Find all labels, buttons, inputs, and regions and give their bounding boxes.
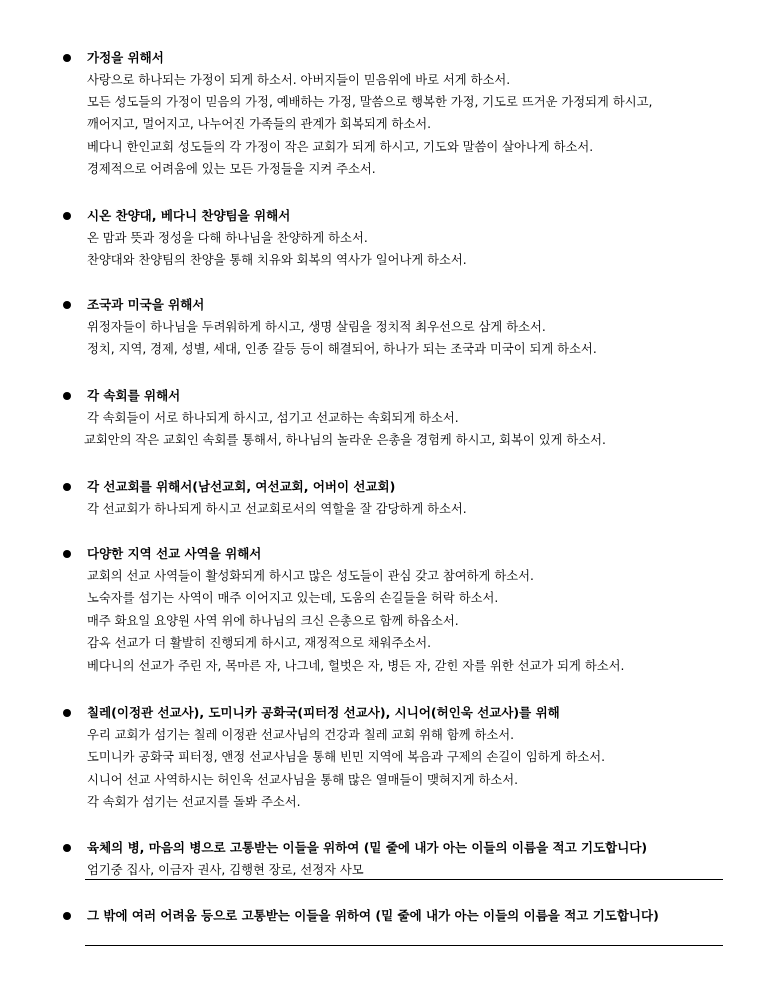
- prayer-line: 온 맘과 뜻과 정성을 다해 하나님을 찬양하게 하소서.: [87, 231, 368, 245]
- bullet-icon: [63, 212, 71, 220]
- section-heading: [0, 702, 768, 724]
- prayer-section-choir: [0, 205, 768, 267]
- prayer-section-class-meetings: [0, 385, 768, 447]
- prayer-section-local-missions: [0, 543, 768, 673]
- section-heading-text: 육체의 병, 마음의 병으로 고통받는 이들을 위하여 (밑 줄에 내가 아는 이들의 이름을 적고 기도합니다): [87, 840, 648, 855]
- prayer-line: 교회의 선교 사역들이 활성화되게 하시고 많은 성도들이 관심 갖고 참여하게 하소서.: [87, 569, 534, 583]
- section-heading: [0, 294, 768, 316]
- prayer-line: 우리 교회가 섬기는 칠레 이정관 선교사님의 건강과 칠레 교회 위해 함께 하소서.: [87, 728, 515, 742]
- prayer-line: 모든 성도들의 가정이 믿음의 가정, 예배하는 가정, 말씀으로 행복한 가정, 기도로 뜨거운 가정되게 하시고,: [87, 95, 653, 109]
- section-heading: [0, 543, 768, 565]
- section-heading: [0, 476, 768, 498]
- prayer-line: 위정자들이 하나님을 두려워하게 하시고, 생명 살림을 정치적 최우선으로 삼게 하소서.: [87, 320, 546, 334]
- bullet-icon: [63, 54, 71, 62]
- prayer-section-mission-societies: [0, 476, 768, 516]
- bullet-icon: [63, 301, 71, 309]
- prayer-section-sick: [0, 837, 768, 877]
- section-heading-text: 시온 찬양대, 베다니 찬양팀을 위해서: [87, 208, 291, 223]
- section-heading: [0, 905, 768, 927]
- prayer-names-line: 엄기중 집사, 이금자 권사, 김행현 장로, 선정자 사모: [87, 863, 364, 877]
- write-in-underline: [85, 879, 723, 880]
- prayer-line: 베다니의 선교가 주린 자, 목마른 자, 나그네, 헐벗은 자, 병든 자, 갇힌 자를 위한 선교가 되게 하소서.: [87, 659, 625, 673]
- section-heading: [0, 385, 768, 407]
- section-heading-text: 다양한 지역 선교 사역을 위해서: [87, 546, 262, 561]
- prayer-line: 각 선교회가 하나되게 하시고 선교회로서의 역할을 잘 감당하게 하소서.: [87, 502, 467, 516]
- bullet-icon: [63, 392, 71, 400]
- section-heading-text: 각 속회를 위해서: [87, 388, 181, 403]
- prayer-line: 각 속회가 섬기는 선교지를 돌봐 주소서.: [87, 795, 301, 809]
- prayer-line: 정치, 지역, 경제, 성별, 세대, 인종 갈등 등이 해결되어, 하나가 되는 조국과 미국이 되게 하소서.: [87, 342, 597, 356]
- prayer-line: 시니어 선교 사역하시는 허인욱 선교사님을 통해 많은 열매들이 맺혀지게 하소서.: [87, 773, 519, 787]
- section-heading-text: 조국과 미국을 위해서: [87, 297, 205, 312]
- prayer-line: 경제적으로 어려움에 있는 모든 가정들을 지켜 주소서.: [87, 162, 376, 176]
- prayer-section-missionaries: [0, 702, 768, 809]
- prayer-line: 도미니카 공화국 피터정, 앤정 선교사님을 통해 빈민 지역에 복음과 구제의 손길이 임하게 하소서.: [87, 750, 605, 764]
- prayer-line: 깨어지고, 멀어지고, 나누어진 가족들의 관계가 회복되게 하소서.: [87, 117, 432, 131]
- write-in-underline: [85, 945, 723, 946]
- section-heading-text: 그 밖에 여러 어려움 등으로 고통받는 이들을 위하여 (밑 줄에 내가 아는 이들의 이름을 적고 기도합니다): [87, 908, 659, 923]
- bullet-icon: [63, 709, 71, 717]
- bullet-icon: [63, 912, 71, 920]
- prayer-line: 노숙자를 섬기는 사역이 매주 이어지고 있는데, 도움의 손길들을 허락 하소서.: [87, 591, 499, 605]
- prayer-section-family: [0, 47, 768, 176]
- prayer-line: 사랑으로 하나되는 가정이 되게 하소서. 아버지들이 믿음위에 바로 서게 하소서.: [87, 73, 511, 87]
- section-heading-text: 각 선교회를 위해서(남선교회, 여선교회, 어버이 선교회): [87, 479, 396, 494]
- section-heading: [0, 837, 768, 859]
- section-heading-text: 가정을 위해서: [87, 50, 164, 65]
- prayer-section-others: [0, 905, 768, 927]
- prayer-line: 찬양대와 찬양팀의 찬양을 통해 치유와 회복의 역사가 일어나게 하소서.: [87, 253, 467, 267]
- bullet-icon: [63, 844, 71, 852]
- bullet-icon: [63, 483, 71, 491]
- prayer-line: 매주 화요일 요양원 사역 위에 하나님의 크신 은총으로 함께 하옵소서.: [87, 614, 459, 628]
- prayer-section-nation: [0, 294, 768, 356]
- section-heading: [0, 47, 768, 69]
- prayer-line: 감옥 선교가 더 활발히 진행되게 하시고, 재정적으로 채워주소서.: [87, 636, 432, 650]
- prayer-line: 베다니 한인교회 성도들의 각 가정이 작은 교회가 되게 하시고, 기도와 말씀이 살아나게 하소서.: [87, 140, 594, 154]
- section-heading: [0, 205, 768, 227]
- prayer-line: 교회안의 작은 교회인 속회를 통해서, 하나님의 놀라운 은총을 경험케 하시고, 회복이 있게 하소서.: [84, 433, 606, 447]
- bullet-icon: [63, 550, 71, 558]
- section-heading-text: 칠레(이정관 선교사), 도미니카 공화국(피터정 선교사), 시니어(허인욱 선교사)를 위해: [87, 705, 560, 720]
- prayer-line: 각 속회들이 서로 하나되게 하시고, 섬기고 선교하는 속회되게 하소서.: [87, 411, 459, 425]
